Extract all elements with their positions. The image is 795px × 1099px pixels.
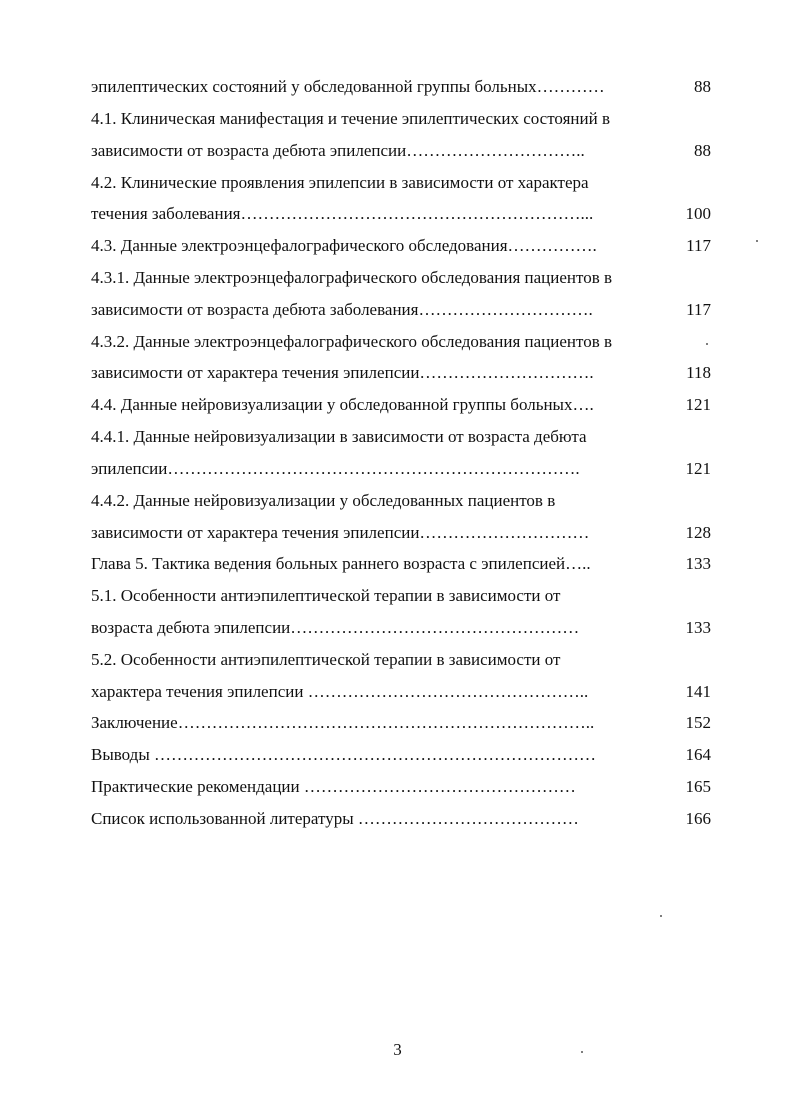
scan-speck: [706, 343, 708, 345]
toc-entry-text: 4.2. Клинические проявления эпилепсии в зависимости от характера: [91, 173, 589, 192]
toc-entry-page: 164: [685, 745, 711, 764]
toc-entry: [91, 455, 721, 483]
toc-entry: [91, 200, 721, 228]
toc-entry-text: зависимости от возраста дебюта заболевания………………………….: [91, 300, 593, 319]
toc-entry: [91, 423, 721, 451]
page-number: 3: [393, 1040, 402, 1059]
toc-entry: [91, 169, 721, 197]
toc-entry-page: 88: [694, 77, 711, 96]
toc-entry: [91, 359, 721, 387]
toc-entry-page: 133: [685, 618, 711, 637]
toc-entry: [91, 646, 721, 674]
toc-entry-text: 4.4.2. Данные нейровизуализации у обследованных пациентов в: [91, 491, 556, 510]
toc-entry: [91, 73, 721, 101]
toc-entry-text: Выводы ……………………………………………………………………: [91, 745, 597, 764]
toc-entry-text: возраста дебюта эпилепсии……………………………………………: [91, 618, 580, 637]
toc-entry-page: 121: [685, 459, 711, 478]
toc-entry-text: Глава 5. Тактика ведения больных раннего возраста с эпилепсией…..: [91, 554, 591, 573]
toc-entry-page: 128: [685, 523, 711, 542]
toc-entry: [91, 582, 721, 610]
toc-entry-page: 152: [685, 713, 711, 732]
toc-entry-text: 5.1. Особенности антиэпилептической терапии в зависимости от: [91, 586, 561, 605]
scan-speck: [756, 240, 758, 242]
toc-entry: [91, 741, 721, 769]
toc-entry: [91, 328, 721, 356]
toc-entry-text: Практические рекомендации …………………………………………: [91, 777, 576, 796]
toc-entry-page: 88: [694, 141, 711, 160]
toc-entry-page: 133: [685, 554, 711, 573]
toc-entry: [91, 105, 721, 133]
toc-entry-text: зависимости от возраста дебюта эпилепсии…………………………..: [91, 141, 585, 160]
toc-entry: [91, 519, 721, 547]
toc-entry-text: 4.4. Данные нейровизуализации у обследованной группы больных….: [91, 395, 594, 414]
toc-entry: [91, 773, 721, 801]
toc-entry-text: течения заболевания……………………………………………………...: [91, 204, 594, 223]
toc-entry: [91, 614, 721, 642]
toc-entry-page: 166: [685, 809, 711, 828]
toc-entry-text: характера течения эпилепсии …………………………………………..: [91, 682, 589, 701]
toc-entry-page: 121: [685, 395, 711, 414]
toc-entry: [91, 232, 721, 260]
scan-speck: [660, 915, 662, 917]
toc-entry: [91, 137, 721, 165]
toc-entry: [91, 805, 721, 833]
toc-entry-text: 4.3.2. Данные электроэнцефалографического обследования пациентов в: [91, 332, 613, 351]
toc-entry: [91, 391, 721, 419]
toc-entry-text: 4.3. Данные электроэнцефалографического обследования…………….: [91, 236, 597, 255]
toc-entry-text: 5.2. Особенности антиэпилептической терапии в зависимости от: [91, 650, 561, 669]
toc-entry-text: 4.1. Клиническая манифестация и течение эпилептических состояний в: [91, 109, 610, 128]
toc-entry-text: зависимости от характера течения эпилепсии………………………….: [91, 363, 594, 382]
toc-entry-text: эпилептических состояний у обследованной группы больных…………: [91, 77, 605, 96]
toc-entry: [91, 550, 721, 578]
toc-entry-text: Заключение………………………………………………………………..: [91, 713, 595, 732]
toc-entry-page: 117: [686, 300, 711, 319]
toc-entry: [91, 709, 721, 737]
toc-entry: [91, 296, 721, 324]
toc-entry-text: зависимости от характера течения эпилепсии…………………………: [91, 523, 590, 542]
toc-entry-page: 117: [686, 236, 711, 255]
toc-entry-page: 141: [685, 682, 711, 701]
toc-entry-page: 165: [685, 777, 711, 796]
toc-entry-text: 4.4.1. Данные нейровизуализации в зависимости от возраста дебюта: [91, 427, 587, 446]
toc-entry: [91, 487, 721, 515]
toc-entry-text: 4.3.1. Данные электроэнцефалографического обследования пациентов в: [91, 268, 613, 287]
toc-entry-page: 100: [685, 204, 711, 223]
toc-entry-text: Список использованной литературы …………………………………: [91, 809, 579, 828]
toc-entry: [91, 678, 721, 706]
toc-entry-page: 118: [686, 363, 711, 382]
toc-entry-text: эпилепсии……………………………………………………………….: [91, 459, 580, 478]
toc-entry: [91, 264, 721, 292]
